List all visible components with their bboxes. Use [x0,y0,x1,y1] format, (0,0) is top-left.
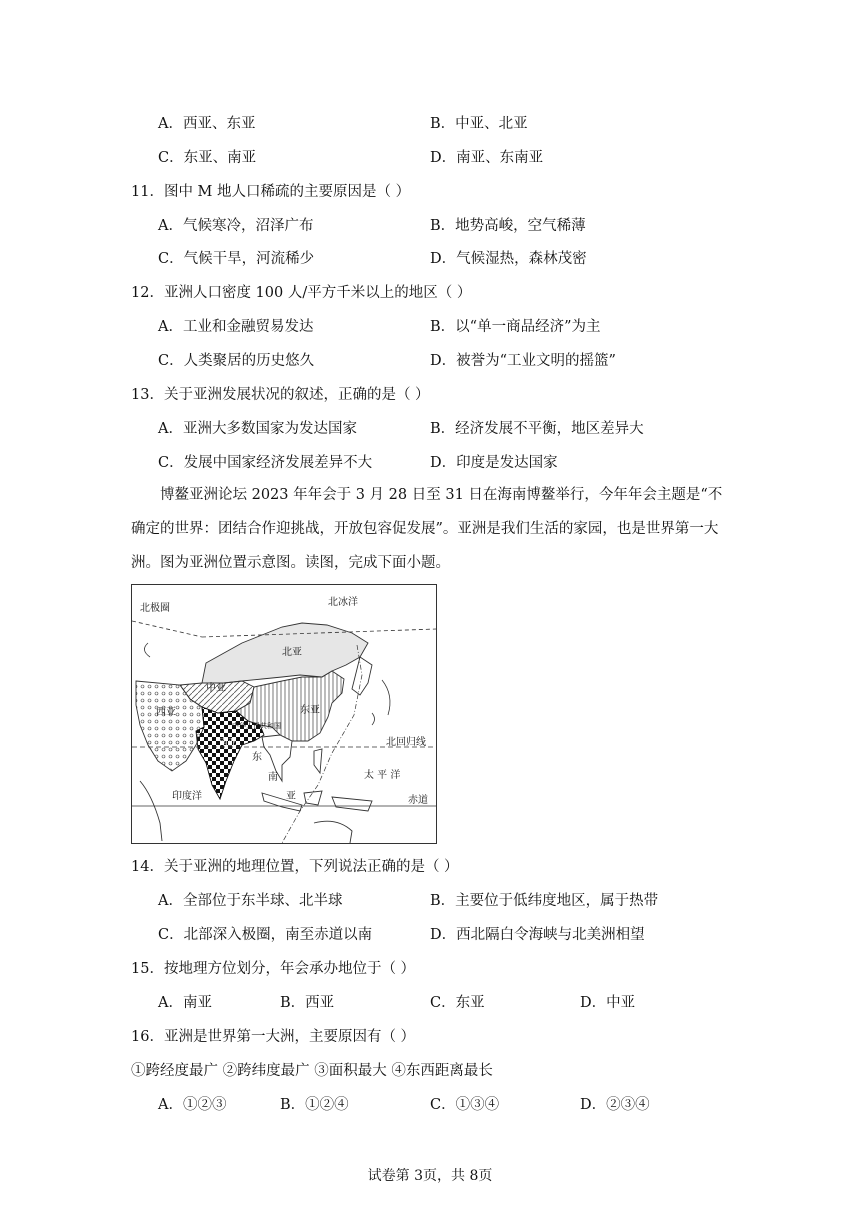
q15-stem: 15．按地理方位划分，年会承办地位于（ ） [131,961,416,977]
q12-option-b: B．以“单一商品经济”为主 [430,319,601,335]
southeast-asia-region [262,735,372,811]
map-label-equator: 赤道 [408,795,428,806]
q16-option-b: B．①②④ [280,1097,349,1113]
q15-option-c: C．东亚 [430,995,485,1011]
q10-option-c: C．东亚、南亚 [158,150,257,166]
q10-option-d: D．南亚、东南亚 [430,150,544,166]
map-label-south-asia: 南亚 [219,738,238,748]
map-label-arctic-circle: 北极圈 [140,603,170,614]
reading-passage: 博鳌亚洲论坛 2023 年年会于 3 月 28 日至 31 日在海南博鳌举行，今年年会主题是“不确定的世界：团结合作迎挑战，开放包容促发展”。亚洲是我们生活的家园，也是世界第一大洲。图为亚洲位置示意图。读图，完成下面小题。 [131,487,723,571]
map-label-pacific: 太 平 洋 [364,770,401,781]
map-label-tropic: 北回归线 [386,737,426,748]
q16-option-c: C．①③④ [430,1097,500,1113]
q14-option-d: D．西北隔白令海峡与北美洲相望 [430,927,645,943]
q10-option-b: B．中亚、北亚 [430,116,528,132]
q16-option-a: A．①②③ [158,1097,227,1113]
q10-option-a: A．西亚、东亚 [158,116,256,132]
q14-stem: 14．关于亚洲的地理位置，下列说法正确的是（ ） [131,859,459,875]
q14-option-b: B．主要位于低纬度地区，属于热带 [430,893,659,909]
q12-stem: 12．亚洲人口密度 100 人/平方千米以上的地区（ ） [131,285,472,301]
q13-option-d: D．印度是发达国家 [430,455,558,471]
map-label-southeast-1: 东 [252,752,262,763]
q14-option-a: A．全部位于东半球、北半球 [158,893,343,909]
q13-option-c: C．发展中国家经济发展差异不大 [158,455,373,471]
q11-option-d: D．气候湿热，森林茂密 [430,251,587,267]
q11-option-a: A．气候寒冷，沼泽广布 [158,218,314,234]
page-footer: 试卷第 3页，共 8页 [367,1168,493,1184]
q16-statements: ①跨经度最广 ②跨纬度最广 ③面积最大 ④东西距离最长 [131,1063,493,1079]
map-label-southeast-3: 亚 [286,791,296,802]
q11-option-c: C．气候干旱，河流稀少 [158,251,315,267]
asia-location-map [131,584,437,844]
q16-option-d: D．②③④ [580,1097,650,1113]
map-label-arctic-ocean: 北冰洋 [328,597,358,608]
q15-option-d: D．中亚 [580,995,636,1011]
q13-option-a: A．亚洲大多数国家为发达国家 [158,421,357,437]
q16-stem: 16．亚洲是世界第一大洲，主要原因有（ ） [131,1029,416,1045]
q14-option-c: C．北部深入极圈，南至赤道以南 [158,927,373,943]
map-label-china: 中华人民共和国 [232,722,281,730]
q12-option-a: A．工业和金融贸易发达 [158,319,314,335]
map-label-central-asia: 中亚 [206,683,226,694]
q12-option-c: C．人类聚居的历史悠久 [158,353,315,369]
map-label-north-asia: 北亚 [282,647,302,658]
q15-option-a: A．南亚 [158,995,212,1011]
q12-option-d: D．被誉为“工业文明的摇篮” [430,353,616,369]
map-label-indian-ocean: 印度洋 [172,791,202,802]
q15-option-b: B．西亚 [280,995,335,1011]
map-label-southeast-2: 南 [268,772,278,783]
map-label-east-asia: 东亚 [300,705,320,716]
q11-stem: 11．图中 M 地人口稀疏的主要原因是（ ） [131,184,411,200]
q13-option-b: B．经济发展不平衡，地区差异大 [430,421,644,437]
map-label-west-asia: 西亚 [156,707,176,718]
q11-option-b: B．地势高峻，空气稀薄 [430,218,586,234]
q13-stem: 13．关于亚洲发展状况的叙述，正确的是（ ） [131,387,430,403]
